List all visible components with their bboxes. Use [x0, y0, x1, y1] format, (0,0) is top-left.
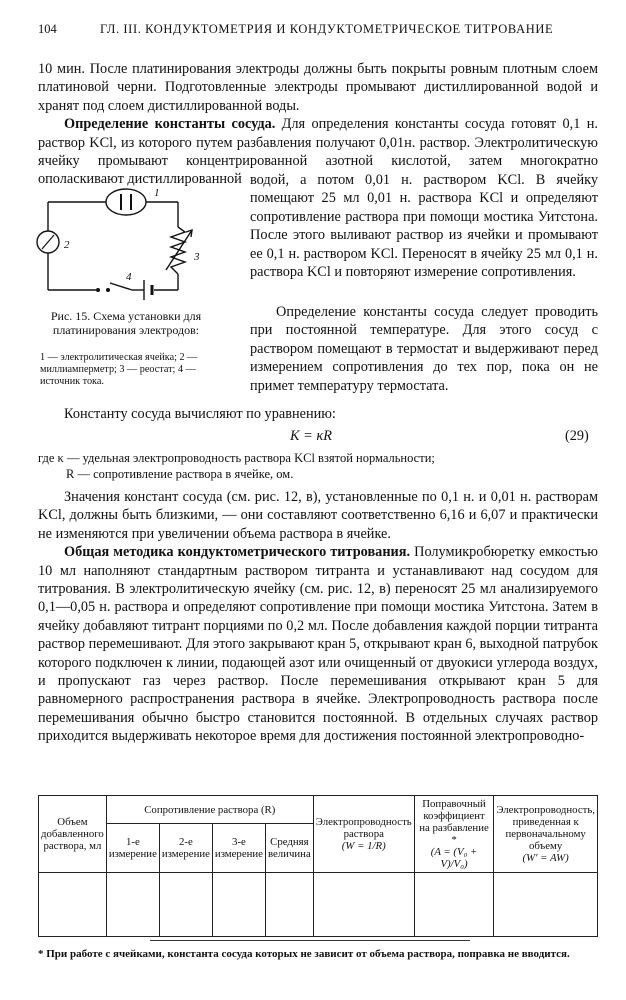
- table-subheader-3: 3-е измерение: [212, 824, 265, 873]
- equation-legend: где κ — удельная электропроводность раствора KCl взятой нормальности; R — сопротивление раствора в ячейке, ом.: [38, 451, 435, 481]
- table-header-row: [39, 796, 598, 824]
- paragraph-2-wrap: водой, а потом 0,01 н. раствором KCl. В ячейку помещают 25 мл 0,01 н. раствора KCl и определяют сопротивление раствора при помощи мостика Уитстона. После этого выливают раствор из ячейки и промывают ее 0,1 н. раствором KCl. Переносят в ячейку 25 мл 0,1 н. раствора KCl и повторяют измерение сопротивления.: [250, 172, 598, 281]
- page-number: 104: [38, 22, 57, 36]
- table-header-conductance: Электропроводность раствора (W = 1/R): [313, 796, 414, 873]
- table-subheader-2: 2-е измерение: [159, 824, 212, 873]
- section-title-constant: Определение константы сосуда.: [64, 116, 276, 133]
- figure-caption: Рис. 15. Схема установки для платинирования электродов:: [50, 309, 202, 337]
- equation: K = κR: [290, 428, 332, 444]
- table-subheader-4: Средняя величина: [265, 824, 313, 873]
- figure-label-4: 4: [126, 271, 132, 283]
- figure-label-2: 2: [64, 239, 70, 251]
- footnote: * При работе с ячейками, константа сосуда которых не зависит от объема раствора, поправка не вводится.: [38, 948, 570, 960]
- figure-label-1: 1: [154, 187, 160, 199]
- switch-icon: [96, 288, 110, 292]
- circuit-figure: [36, 182, 236, 302]
- table-header-reduced: Электропроводность, приведенная к первоначальному объему (W′ = AW): [494, 796, 598, 873]
- data-table: [38, 795, 598, 937]
- chapter-title: ГЛ. III. КОНДУКТОМЕТРИЯ И КОНДУКТОМЕТРИЧЕСКОЕ ТИТРОВАНИЕ: [100, 22, 554, 36]
- paragraph-3: Определение константы сосуда следует проводить при постоянной температуре. Для этого сосуд с раствором помещают в термостат и выдерживают перед измерением сопротивления до тех пор, пока он не примет температуру термостата.: [250, 304, 598, 394]
- battery-icon: [144, 280, 152, 300]
- section-title-titration: Общая методика кондуктометрического титрования.: [64, 544, 411, 561]
- figure-legend: 1 — электролитическая ячейка; 2 — миллиамперметр; 3 — реостат; 4 — источник тока.: [40, 352, 198, 387]
- table-header-resistance: Сопротивление раствора (R): [106, 796, 313, 824]
- figure-label-3: 3: [194, 251, 200, 263]
- equation-intro: Константу сосуда вычисляют по уравнению:: [64, 406, 336, 422]
- table-header-volume: Объем добавленного раствора, мл: [39, 796, 107, 873]
- table-row: [39, 873, 598, 937]
- paragraph-1: 10 мин. После платинирования электроды должны быть покрыты ровным плотным слоем платиновой черни. Подготовленные электроды промывают дистиллированной водой и хранят под слоем дистиллированной воды. Определение константы сосуда. Для определения константы сосуда готовят 0,1 н. раствор KCl, из которого путем разбавления получают 0,01н. раствор. Электролитическую ячейку промывают концентрированной азотной кислотой, затем многократно ополаскивают дистиллированной: [38, 61, 598, 188]
- paragraph-4: Значения констант сосуда (см. рис. 12, в), установленные по 0,1 н. и 0,01 н. растворам KCl, должны быть близкими, — они составляют соответственно 6,16 и 6,07 и практически не изменяются при увеличении объема раствора в ячейке. Общая методика кондуктометрического титрования. Полумикробюретку емкостью 10 мл наполняют стандартным раствором титранта и устанавливают над сосудом для титрования. В электролитическую ячейку (см. рис. 12, в) переносят 25 мл анализируемого 0,1—0,05 н. раствора и определяют сопротивление при помощи мостика Уитстона. Затем в ячейку добавляют титрант порциями по 0,2 мл. После добавления каждой порции титранта раствор перемешивают. Для этого закрывают кран 5, открывают кран 6, выходной патрубок которого подключен к линии, подающей азот или очищенный от двуокиси углерода воздух, и пропускают газ через раствор. После перемешивания открывают кран 5 для равномерного распространения раствора в ячейке. Электропроводность раствора после перемешивания обычно быстро становится постоянной. В отдельных случаях раствор приходится выдерживать некоторое время для достижения постоянной электропроводно-: [38, 489, 598, 745]
- table-subheader-1: 1-е измерение: [106, 824, 159, 873]
- paragraph-5: Общая методика кондуктометрического титрования. Полумикробюретку емкостью 10 мл наполняют стандартным раствором титранта и устанавливают над сосудом для титрования. В электролитическую ячейку (см. рис. 12, в) переносят 25 мл анализируемого 0,1—0,05 н. раствора и определяют сопротивление при помощи мостика Уитстона. Затем в ячейку добавляют титрант порциями по 0,2 мл. После добавления каждой порции титранта раствор перемешивают. Для этого закрывают кран 5, открывают кран 6, выходной патрубок которого подключен к линии, подающей азот или очищенный от двуокиси углерода воздух, и пропускают газ через раствор. После перемешивания открывают кран 5 для равномерного распространения раствора в ячейке. Электропроводность раствора после перемешивания обычно быстро становится постоянной. В отдельных случаях раствор приходится выдерживать некоторое время для достижения постоянной электропроводно-: [38, 544, 598, 745]
- electrolytic-cell-icon: [106, 189, 146, 215]
- milliammeter-icon: [37, 231, 59, 253]
- table-header-correction: Поправочный коэффициент на разбавление * (A = (V₀ + V)/V₀): [414, 796, 494, 873]
- footnote-divider: [150, 940, 470, 941]
- equation-number: (29): [565, 428, 589, 444]
- paragraph-2: Определение константы сосуда. Для определения константы сосуда готовят 0,1 н. раствор KCl, из которого путем разбавления получают 0,01н. раствор. Электролитическую ячейку промывают концентрированной азотной кислотой, затем многократно ополаскивают дистиллированной: [38, 116, 598, 188]
